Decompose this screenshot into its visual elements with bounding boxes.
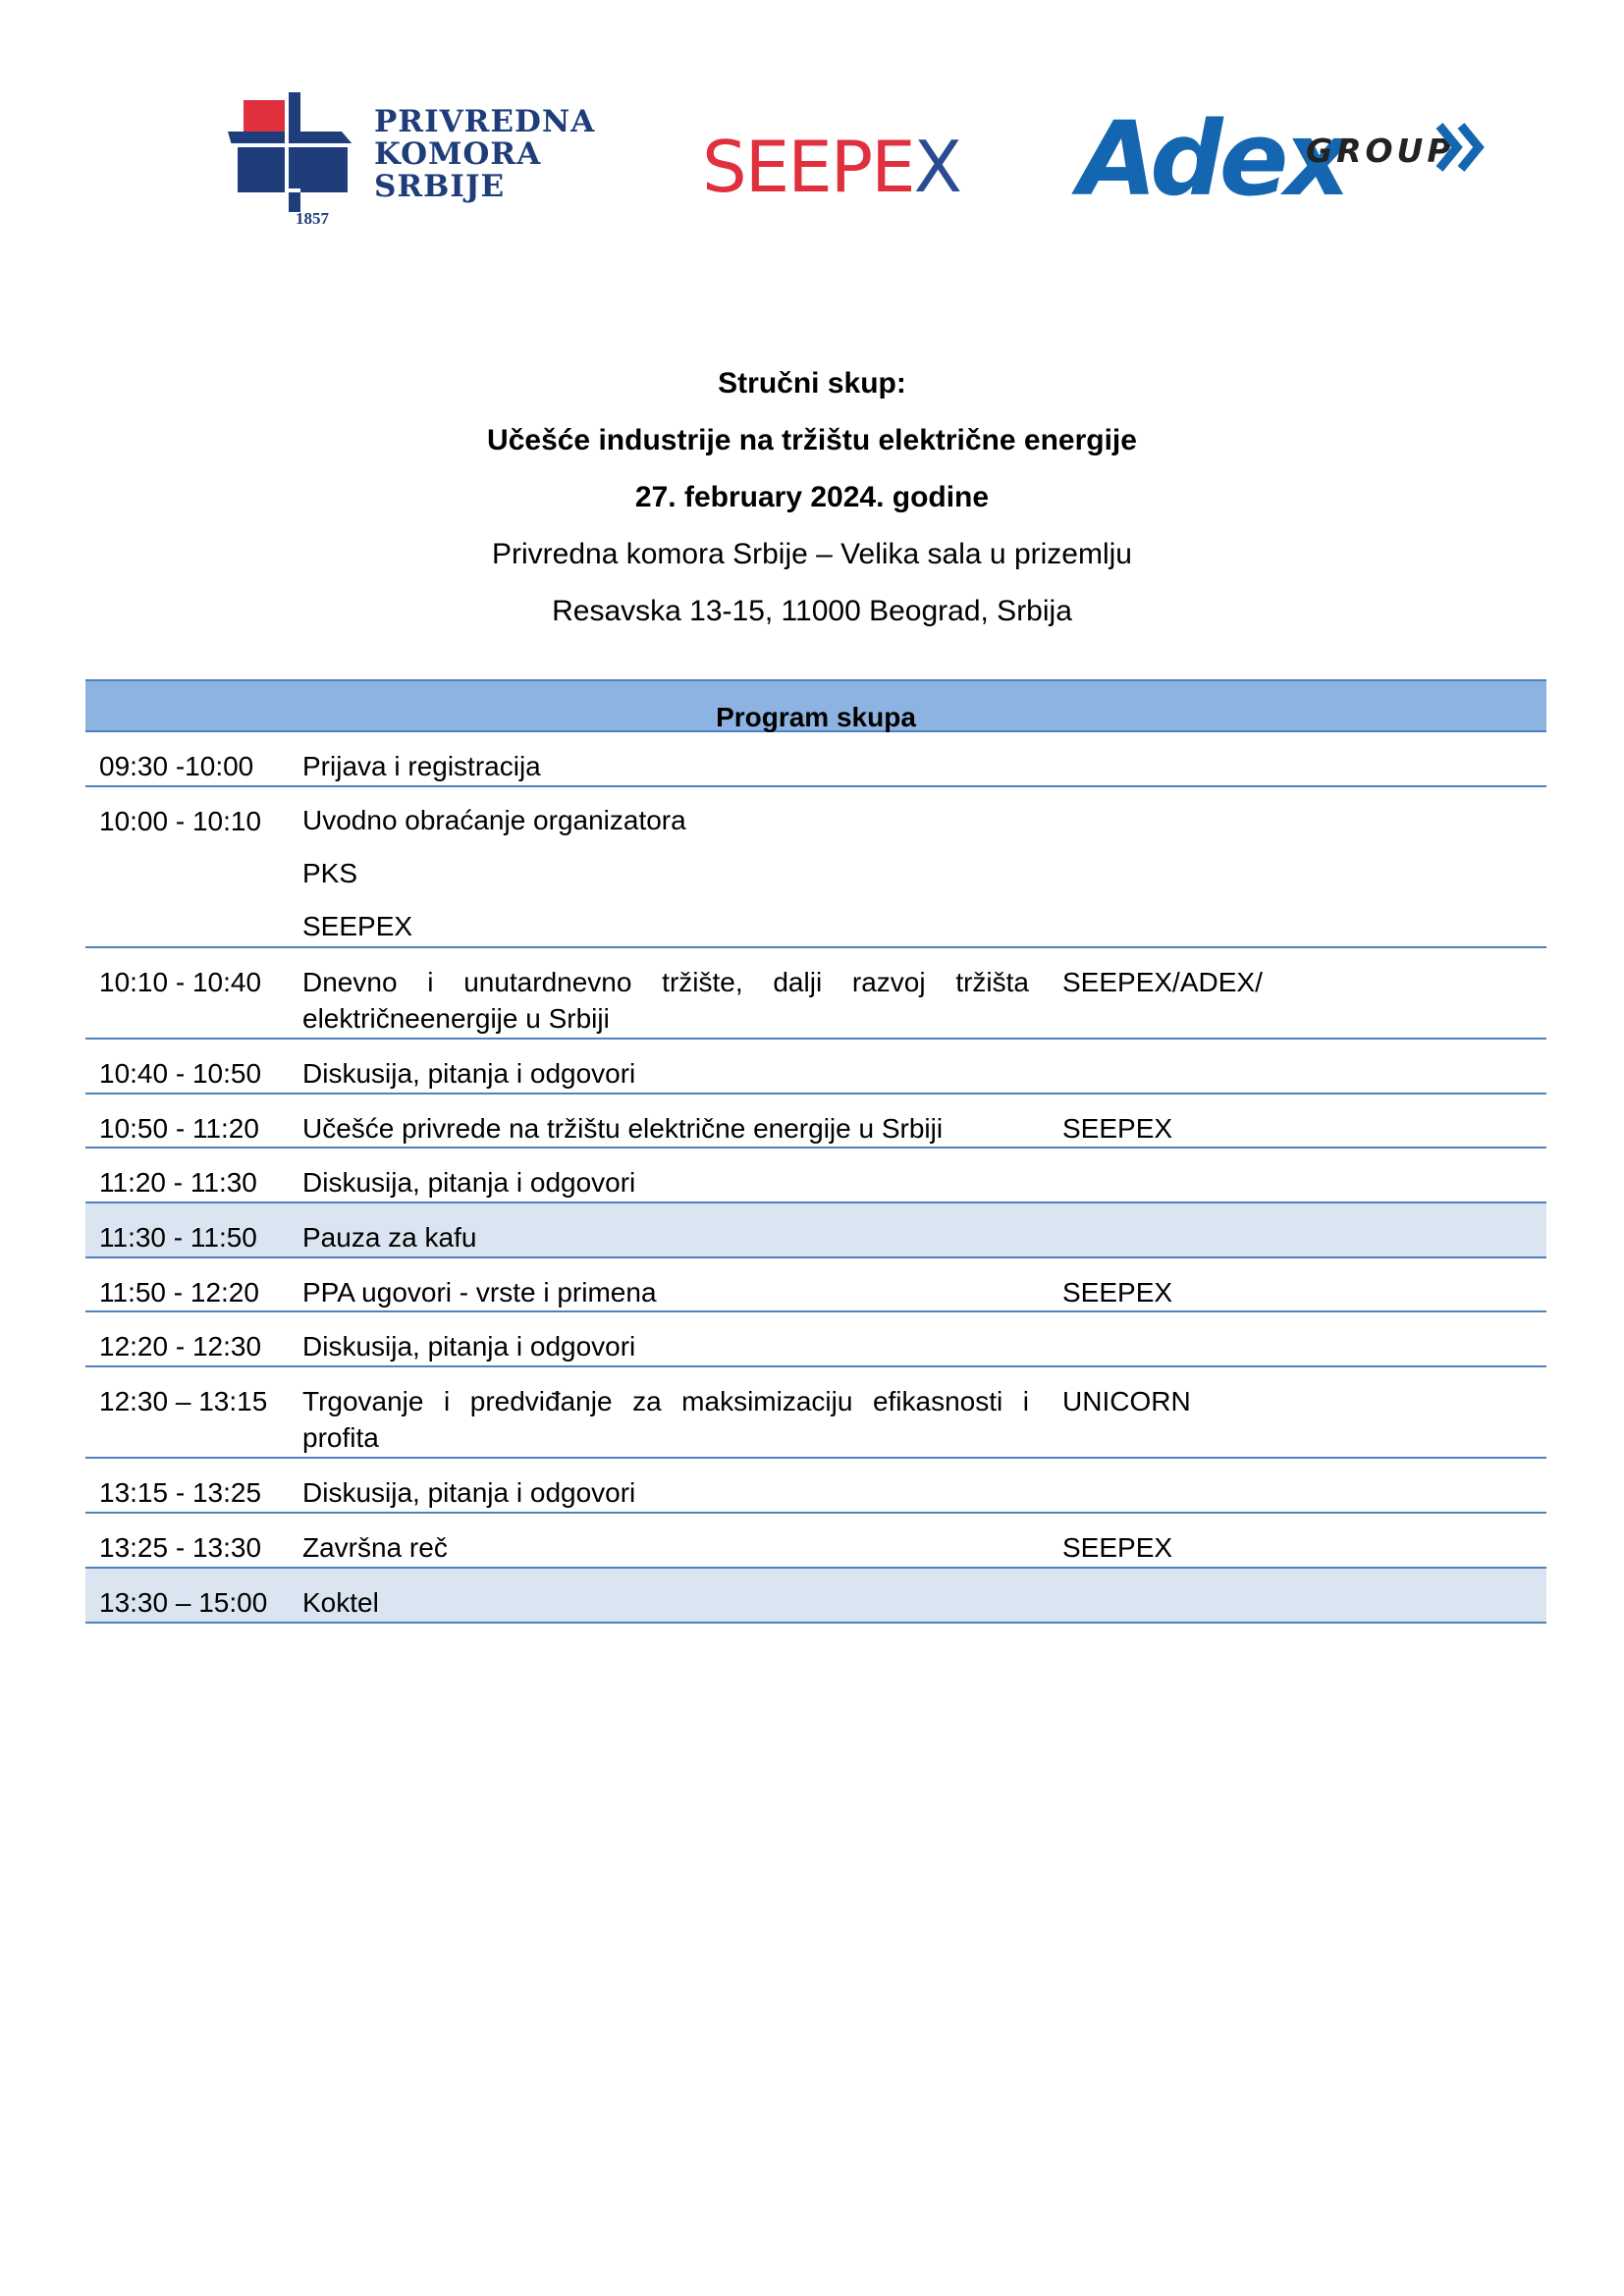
- double-chevron-right-icon: [1434, 122, 1489, 173]
- row-speaker: SEEPEX: [1062, 1532, 1173, 1563]
- row-topic: Pauza za kafu: [302, 1222, 477, 1253]
- row-speaker: UNICORN: [1062, 1386, 1191, 1416]
- row-time: 11:50 - 12:20: [99, 1277, 259, 1308]
- row-topic: Završna reč: [302, 1532, 448, 1563]
- event-type: Stručni skup:: [718, 367, 906, 400]
- adex-logo-text: Adex: [1078, 99, 1347, 219]
- event-title: Učešće industrije na tržištu električne energije: [487, 424, 1137, 456]
- seepex-logo-text: SEEPE: [702, 126, 914, 208]
- row-speaker: SEEPEX/ADEX/: [1062, 967, 1263, 997]
- pks-logo-line-3: SRBIJE: [374, 169, 506, 204]
- program-row: [85, 1040, 1546, 1095]
- row-speaker: SEEPEX: [1062, 1113, 1173, 1144]
- pks-logo: [224, 90, 597, 234]
- row-topic-line-2: profita: [302, 1422, 379, 1453]
- seepex-logo-x: X: [913, 126, 960, 208]
- adex-group-logo: [1078, 99, 1490, 219]
- row-time: 12:20 - 12:30: [99, 1331, 262, 1362]
- program-row: [85, 948, 1546, 1040]
- program-row: [85, 787, 1546, 948]
- program-row: [85, 1312, 1546, 1367]
- row-topic: Koktel: [302, 1587, 379, 1618]
- program-row-break: [85, 1203, 1546, 1258]
- row-topic: Diskusija, pitanja i odgovori: [302, 1058, 636, 1089]
- pks-logo-line-2: KOMORA: [374, 136, 542, 172]
- event-date: 27. february 2024. godine: [634, 481, 990, 513]
- row-time: 10:00 - 10:10: [99, 806, 262, 836]
- program-row: [85, 1514, 1546, 1569]
- program-table: [85, 679, 1546, 1624]
- program-row: [85, 732, 1546, 787]
- pks-cross-emblem-icon: [224, 90, 361, 234]
- row-time: 13:25 - 13:30: [99, 1532, 262, 1563]
- row-time: 09:30 -10:00: [99, 751, 254, 781]
- program-row: [85, 1258, 1546, 1312]
- adex-logo-group: GROUP: [1306, 132, 1455, 170]
- row-time: 12:30 – 13:15: [99, 1386, 268, 1416]
- row-subtopic: SEEPEX: [302, 911, 413, 941]
- pks-logo-year: 1857: [296, 209, 329, 228]
- row-time: 11:30 - 11:50: [99, 1222, 257, 1253]
- row-time: 11:20 - 11:30: [99, 1167, 257, 1198]
- event-header: [0, 355, 1624, 640]
- row-time: 13:15 - 13:25: [99, 1477, 262, 1508]
- row-time: 10:50 - 11:20: [99, 1113, 259, 1144]
- row-topic: Prijava i registracija: [302, 751, 541, 781]
- pks-logo-line-1: PRIVREDNA: [374, 104, 596, 139]
- program-row: [85, 1367, 1546, 1459]
- row-speaker: SEEPEX: [1062, 1277, 1173, 1308]
- row-topic: Diskusija, pitanja i odgovori: [302, 1477, 636, 1508]
- row-subtopic: PKS: [302, 858, 358, 888]
- program-row-cocktail: [85, 1569, 1546, 1624]
- program-row: [85, 1095, 1546, 1148]
- row-topic-line-1: Trgovanje i predviđanje za maksimizaciju efikasnosti i: [302, 1386, 1029, 1416]
- row-topic-line-1: Dnevno i unutardnevno tržište, dalji razvoj tržišta: [302, 967, 1029, 997]
- event-venue: Privredna komora Srbije – Velika sala u prizemlju: [492, 538, 1132, 570]
- row-topic: Diskusija, pitanja i odgovori: [302, 1167, 636, 1198]
- event-address: Resavska 13-15, 11000 Beograd, Srbija: [552, 595, 1072, 627]
- row-time: 10:40 - 10:50: [99, 1058, 262, 1089]
- row-topic: PPA ugovori - vrste i primena: [302, 1277, 657, 1308]
- row-topic: Diskusija, pitanja i odgovori: [302, 1331, 636, 1362]
- seepex-logo: [702, 128, 997, 206]
- program-row: [85, 1459, 1546, 1514]
- program-heading: Program skupa: [85, 679, 1546, 732]
- row-topic-line-2: električneenergije u Srbiji: [302, 1003, 610, 1034]
- row-time: 10:10 - 10:40: [99, 967, 262, 997]
- row-time: 13:30 – 15:00: [99, 1587, 268, 1618]
- program-row: [85, 1148, 1546, 1203]
- row-topic: Uvodno obraćanje organizatora: [302, 805, 686, 835]
- logo-bar: [0, 0, 1624, 255]
- row-topic: Učešće privrede na tržištu električne energije u Srbiji: [302, 1113, 944, 1144]
